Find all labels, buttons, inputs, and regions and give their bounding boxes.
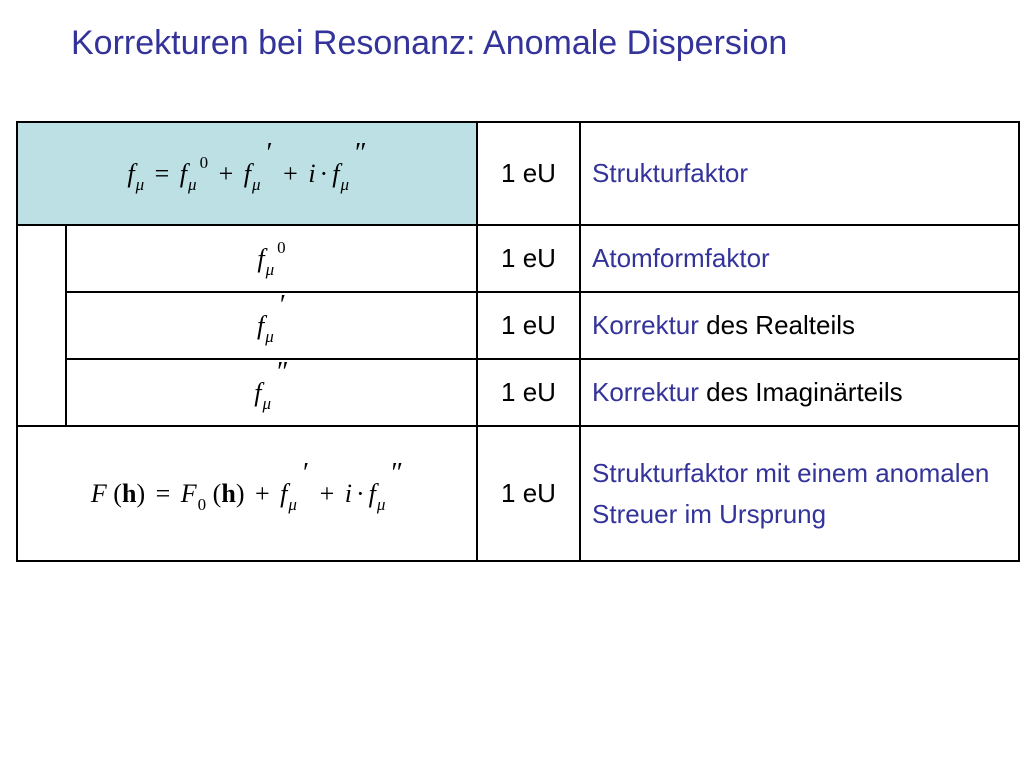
description-text: Atomformfaktor: [592, 243, 770, 273]
formula-cell: [66, 356, 477, 426]
structure-factor-formula: $f_\mu = f_\mu^0 + f_\mu' + i \cdot f_\mu''$: [127, 137, 367, 194]
formula-cell: [66, 289, 477, 359]
group-bracket-cell: [17, 225, 66, 426]
description-text: des Imaginärteils: [698, 377, 903, 407]
description-text: Strukturfaktor: [592, 158, 749, 188]
description-cell: [580, 426, 1019, 561]
real-correction-formula: $f_\mu'$: [257, 289, 286, 346]
unit-cell: 1 eU: [477, 122, 580, 225]
description-cell: [580, 122, 1019, 225]
unit-cell: 1 eU: [477, 426, 580, 561]
description-keyword: Korrektur: [592, 310, 699, 340]
description-cell: [580, 292, 1019, 359]
imaginary-correction-formula: $f_\mu''$: [254, 356, 289, 413]
unit-cell: 1 eU: [477, 292, 580, 359]
slide-title: Korrekturen bei Resonanz: Anomale Dispersion: [71, 24, 788, 62]
unit-cell: 1 eU: [477, 225, 580, 292]
atomic-form-factor-formula: $f_\mu^0$: [257, 237, 286, 279]
table-row: [17, 359, 1019, 426]
formula-cell: [17, 426, 477, 561]
description-cell: [580, 225, 1019, 292]
table-row: [17, 426, 1019, 561]
formula-cell: [17, 122, 477, 225]
description-text: Strukturfaktor mit einem anomalen Streuer im Ursprung: [592, 457, 990, 529]
description-cell: [580, 359, 1019, 426]
resonance-table: [16, 121, 1020, 562]
description-text: des Realteils: [698, 310, 855, 340]
unit-cell: 1 eU: [477, 359, 580, 426]
table-row: [17, 225, 1019, 292]
table-row: [17, 122, 1019, 225]
table-row: [17, 292, 1019, 359]
description-keyword: Korrektur: [592, 377, 699, 407]
formula-cell: [66, 225, 477, 292]
anomalous-structure-factor-formula: F $(h) = F_0$ $(h) + f_\mu' + i \cdot f_\mu''$: [90, 457, 404, 514]
